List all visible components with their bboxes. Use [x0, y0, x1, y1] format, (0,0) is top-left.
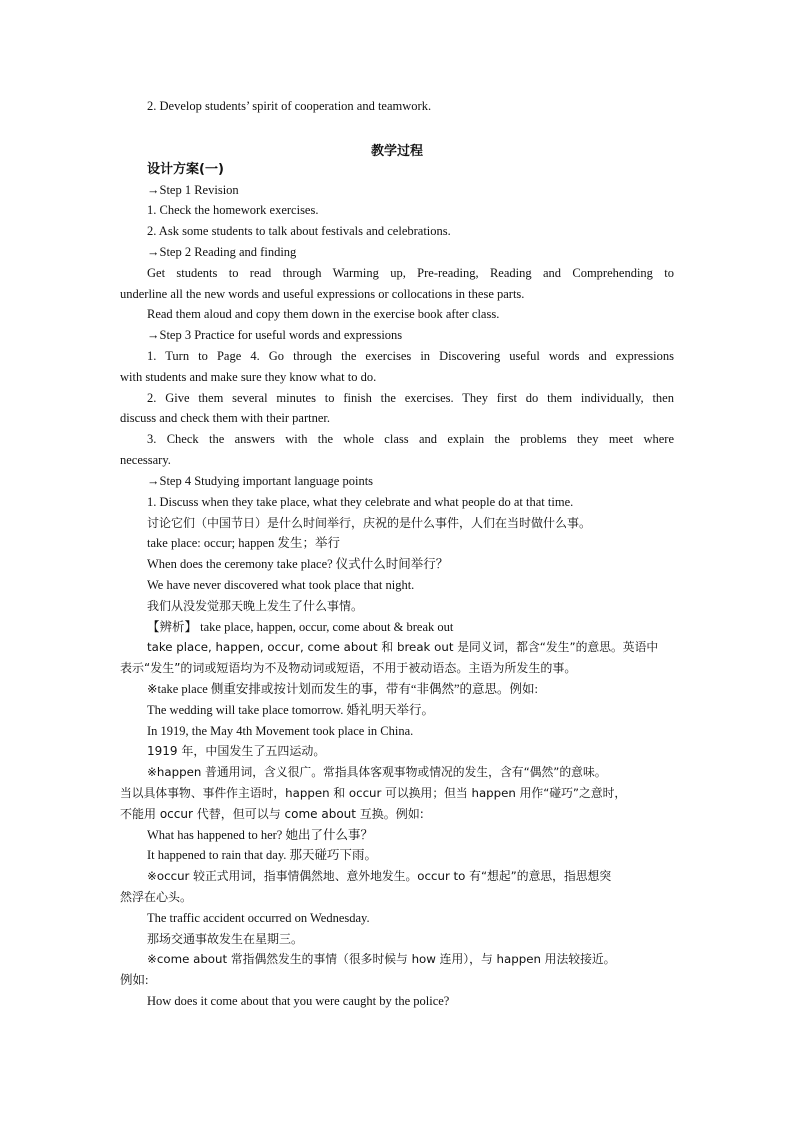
text-line: take place, happen, occur, come about 和 break out 是同义词，都含“发生”的意思。英语中: [147, 640, 659, 654]
text-line: It happened to rain that day. 那天碰巧下雨。: [147, 848, 378, 862]
text-line: underline all the new words and useful expressions or collocations in these parts.: [120, 287, 525, 301]
text-line: ※come about 常指偶然发生的事情（很多时候与 how 连用），与 happen 用法较接近。: [147, 952, 616, 966]
text-line: When does the ceremony take place? 仪式什么时间举行？: [147, 557, 449, 571]
text-line: 1. Check the homework exercises.: [147, 203, 319, 217]
text-line: 那场交通事故发生在星期三。: [147, 932, 304, 946]
text-line: 不能用 occur 代替，但可以与 come about 互换。例如:: [120, 807, 424, 821]
text-line: 当以具体事物、事件作主语时，happen 和 occur 可以换用；但当 happen 用作“碰巧”之意时，: [120, 786, 627, 800]
text-line: How does it come about that you were caught by the police?: [147, 994, 450, 1008]
text-line: The wedding will take place tomorrow. 婚礼明天举行。: [147, 703, 434, 717]
plan-title: 设计方案(一): [147, 162, 224, 177]
text-line: The traffic accident occurred on Wednesday.: [147, 911, 370, 925]
text-line: ※take place 侧重安排或按计划而发生的事，带有“非偶然”的意思。例如:: [147, 682, 538, 696]
text-line: 1. Turn to Page 4. Go through the exercises in Discovering useful words and expressions: [147, 349, 674, 363]
text-line: In 1919, the May 4th Movement took place in China.: [147, 724, 414, 738]
text-line: 表示“发生”的词或短语均为不及物动词或短语，不用于被动语态。主语为所发生的事。: [120, 661, 577, 675]
text-line: take place: occur; happen 发生；举行: [147, 536, 340, 550]
objective-line: 2. Develop students’ spirit of cooperation and teamwork.: [147, 99, 432, 113]
step-heading: →Step 2 Reading and finding: [147, 245, 297, 259]
text-line: 1919 年，中国发生了五四运动。: [147, 744, 326, 758]
text-line: What has happened to her? 她出了什么事？: [147, 828, 373, 842]
text-line: Get students to read through Warming up, Pre-reading, Reading and Comprehending to: [147, 266, 674, 280]
text-line: 讨论它们（中国节日）是什么时间举行，庆祝的是什么事件，人们在当时做什么事。: [147, 516, 592, 530]
step-heading: →Step 3 Practice for useful words and expressions: [147, 328, 403, 342]
text-line: 1. Discuss when they take place, what they celebrate and what people do at that time.: [147, 495, 574, 509]
text-line: Read them aloud and copy them down in the exercise book after class.: [147, 307, 500, 321]
step-heading: →Step 4 Studying important language points: [147, 474, 374, 488]
text-line: 2. Ask some students to talk about festivals and celebrations.: [147, 224, 451, 238]
section-title: 教学过程: [370, 144, 423, 159]
text-line: ※occur 较正式用词，指事情偶然地、意外地发生。occur to 有“想起”的意思，指思想突: [147, 869, 612, 883]
text-line: with students and make sure they know what to do.: [120, 370, 377, 384]
text-line: ※happen 普通用词，含义很广。常指具体客观事物或情况的发生，含有“偶然”的意味。: [147, 765, 607, 779]
text-line: 例如:: [120, 973, 149, 987]
text-line: 然浮在心头。: [120, 890, 193, 904]
step-heading: →Step 1 Revision: [147, 183, 239, 197]
text-line: 我们从没发觉那天晚上发生了什么事情。: [147, 599, 364, 613]
analysis-heading: 【辨析】 take place, happen, occur, come about & break out: [147, 620, 454, 634]
text-line: 2. Give them several minutes to finish the exercises. They first do them individually, then: [147, 391, 674, 405]
text-line: discuss and check them with their partner.: [120, 411, 331, 425]
text-line: 3. Check the answers with the whole class and explain the problems they meet where: [147, 432, 674, 446]
text-line: necessary.: [120, 453, 171, 467]
text-line: We have never discovered what took place that night.: [147, 578, 415, 592]
